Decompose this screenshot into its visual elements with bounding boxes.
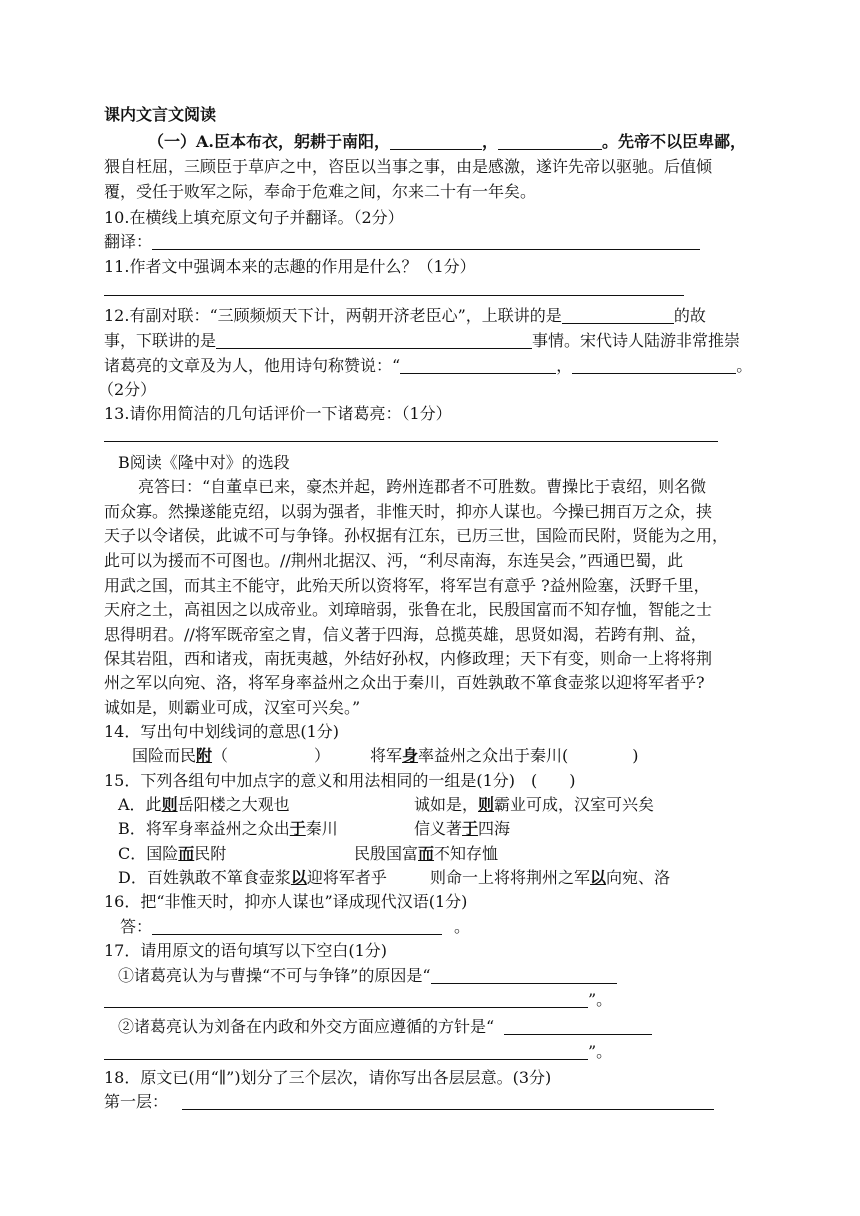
q14-text: ) [632,746,639,765]
passage-b-line: 而众寡。然操遂能克绍，以弱为强者，非惟天时，抑亦人谋也。今操已拥百万之众，挟 [104,502,713,521]
option-text: 则命一上将将荆州之军 [430,868,591,887]
comma: ， [482,132,499,151]
dotted-char: 以 [290,868,307,887]
q17-text: ①诸葛亮认为与曹操“不可与争锋”的原因是“ [118,966,431,985]
passage-b-line: 亮答曰：“自董卓已来，豪杰并起，跨州连郡者不可胜数。曹操比于袁绍，则名微 [138,477,707,496]
fill-blank[interactable] [216,332,532,349]
option-b-1[interactable] [118,818,338,840]
option-a-2 [414,794,654,816]
q17-sub-2 [118,1016,652,1038]
passage-b-line: 天子以令诸侯，此诚不可与争锋。孙权据有江东，已历三世，国险而民附，贤能为之用， [104,526,729,545]
option-text: 向宛、洛 [606,868,671,887]
q14-text: （ [212,746,229,765]
option-a-1[interactable] [118,794,290,816]
passage-b-line: 用武之国，而其主不能守，此殆天所以资将军，将军岂有意乎 ?益州险塞，沃野千里， [104,576,710,595]
q12-text: ， [556,356,573,375]
answer-line[interactable] [104,441,718,442]
question-10: 10.在横线上填充原文句子并翻译。（2分） [104,208,404,227]
q14-text: 率益州之众出于秦川( [418,746,569,765]
option-text: 岳阳楼之大观也 [177,795,290,814]
dotted-char: 于 [462,819,479,838]
passage-b-line: 思得明君。//将军既帝室之胄，信义著于四海，总揽英雄，思贤如渴，若跨有荆、益， [104,625,707,644]
q12-text: 的故 [673,306,706,325]
q17-sub-1-cont [104,989,612,1011]
q17-text: ”。 [588,1042,613,1061]
question-12-score: （2分） [98,380,157,399]
dotted-char: 则 [161,795,178,814]
q12-text: 事，下联讲的是 [104,331,217,350]
fill-blank[interactable] [104,991,588,1008]
option-d-1[interactable] [118,867,387,889]
option-text: A．此 [118,795,162,814]
option-text: 四海 [478,819,511,838]
fill-blank[interactable] [504,1018,652,1035]
passage-b-heading: B阅读《隆中对》的选段 [118,453,290,472]
fill-blank[interactable] [562,307,674,324]
question-11: 11.作者文中强调本来的志趣的作用是什么？（1分） [104,257,476,276]
fill-blank[interactable] [572,357,736,374]
passage-b-line: 保其岩阻，西和诸戎，南抚夷越，外结好孙权，内修政理；天下有变，则命一上将将荆 [104,649,713,668]
q14-item-b [370,745,639,767]
option-text: C．国险 [118,844,179,863]
q12-text: 诸葛亮的文章及为人，他用诗句称赞说：“ [104,356,401,375]
question-14: 14．写出句中划线词的意思(1分) [104,722,340,741]
option-c-1[interactable] [118,843,226,865]
passage-b-line: 诚如是，则霸业可成，汉室可兴矣。” [104,698,361,717]
answer-blank[interactable] [152,233,700,250]
q14-item-a [132,745,330,767]
period: 。 [454,917,471,936]
option-text: 诚如是， [414,795,479,814]
fill-blank[interactable] [104,1043,588,1060]
question-12-line-2 [104,330,740,352]
q17-text: ”。 [588,990,613,1009]
option-text: B．将军身率益州之众出 [118,819,290,838]
question-13: 13.请你用简洁的几句话评价一下诸葛亮：（1分） [104,404,452,423]
q12-text: 12.有副对联：“三顾频烦天下计，两朝开济老臣心”，上联讲的是 [104,306,562,325]
option-text: 秦川 [305,819,338,838]
passage-a-line-1 [148,131,746,153]
underlined-word: 附 [196,746,213,765]
passage-a-text: （一）A.臣本布衣，躬耕于南阳， [148,132,390,151]
passage-a-line-2: 猥自枉屈，三顾臣于草庐之中，咨臣以当事之事，由是感激，遂许先帝以驱驰。后值倾 [104,157,713,176]
question-18: 18．原文已(用“∥”)划分了三个层次，请你写出各层层意。(3分) [104,1068,552,1087]
option-text: 霸业可成，汉室可兴矣 [494,795,655,814]
underlined-word: 身 [402,746,419,765]
section-title: 课内文言文阅读 [104,105,217,124]
q18-layer-1 [104,1091,714,1113]
passage-b-line: 此可以为援而不可图也。//荆州北据汉、沔，“利尽南海，东连吴会，”西通巴蜀，此 [104,551,684,570]
passage-a-text: 。先帝不以臣卑鄙， [602,132,747,151]
option-text: 民殷国富 [354,844,419,863]
option-text: 迎将军者乎 [306,868,387,887]
q16-answer-line [120,916,470,938]
option-text: D．百姓孰敢不箪食壶浆 [118,868,291,887]
question-12-line-3 [104,355,752,377]
dotted-char: 于 [289,819,306,838]
fill-blank[interactable] [390,133,482,150]
q14-text: ） [314,746,331,765]
option-text: 民附 [194,844,227,863]
fill-blank[interactable] [400,357,556,374]
option-text: 信义著 [414,819,463,838]
option-d-2 [430,867,670,889]
fill-blank[interactable] [498,133,602,150]
q10-translation-line [104,231,700,253]
dotted-char: 而 [178,844,195,863]
option-text: 不知存恤 [434,844,499,863]
q17-text: ②诸葛亮认为刘备在内政和外交方面应遵循的方针是“ [118,1017,495,1036]
passage-b-line: 天府之土，高祖因之以成帝业。刘璋暗弱，张鲁在北，民殷国富而不知存恤，智能之士 [104,600,713,619]
option-c-2 [354,843,498,865]
answer-label: 答： [120,917,153,936]
passage-b-line: 州之军以向宛、洛，将军身率益州之众出于秦川，百姓孰敢不箪食壶浆以迎将军者乎? [104,673,705,692]
dotted-char: 则 [478,795,495,814]
question-16: 16．把“非惟天时，抑亦人谋也”译成现代汉语(1分) [104,892,468,911]
question-17: 17．请用原文的语句填写以下空白(1分) [104,941,388,960]
dotted-char: 而 [418,844,435,863]
q14-text: 将军 [370,746,403,765]
question-12-line-1 [104,305,706,327]
answer-line[interactable] [104,295,684,296]
passage-a-line-3: 覆，受任于败军之际，奉命于危难之间，尔来二十有一年矣。 [104,182,537,201]
answer-blank[interactable] [152,918,442,935]
layer-label: 第一层： [104,1092,169,1111]
translation-label: 翻译： [104,232,153,251]
q14-text: 国险而民 [132,746,197,765]
dotted-char: 以 [590,868,607,887]
q12-text: 事情。宋代诗人陆游非常推崇 [532,331,741,350]
answer-blank[interactable] [182,1093,714,1110]
q17-sub-2-cont [104,1041,612,1063]
q12-text: 。 [736,356,753,375]
fill-blank[interactable] [431,967,617,984]
question-15: 15．下列各组句中加点字的意义和用法相同的一组是(1分) ( ) [104,771,576,790]
q17-sub-1 [118,965,617,987]
option-b-2 [414,818,510,840]
